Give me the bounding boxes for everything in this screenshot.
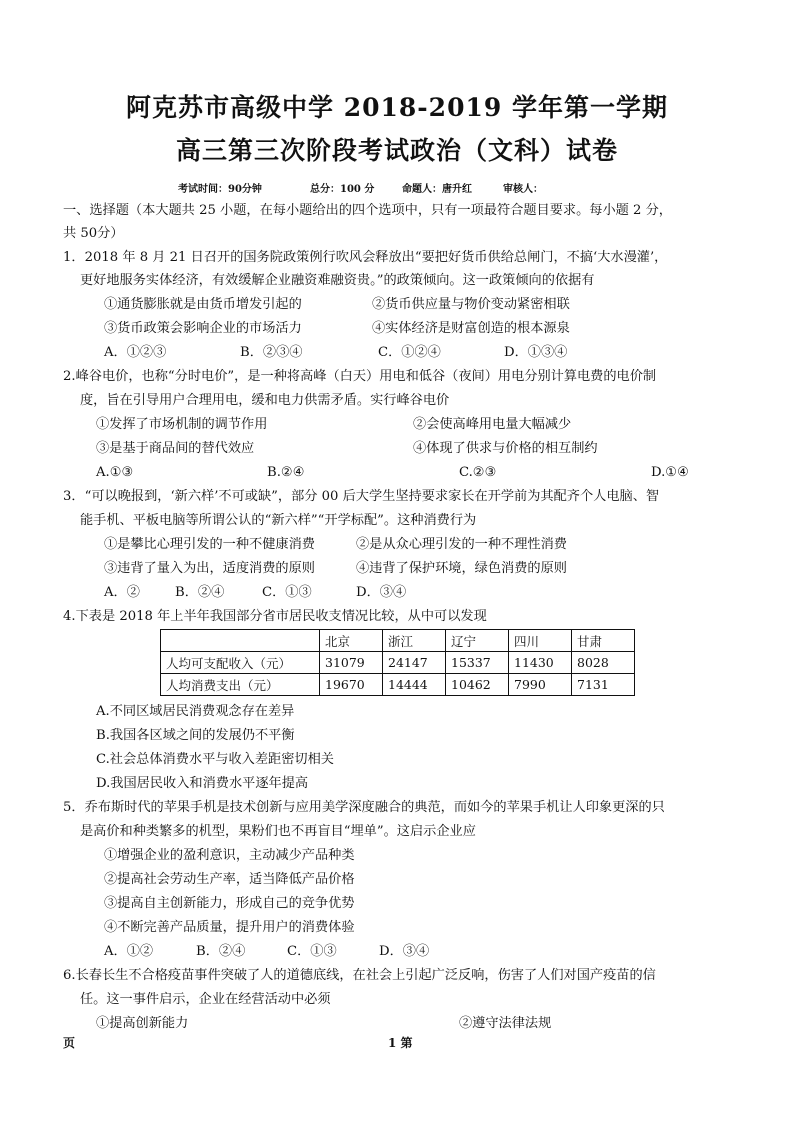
table-cell: 14444 bbox=[383, 674, 446, 696]
income-table bbox=[160, 629, 635, 696]
table-row bbox=[161, 674, 635, 696]
q5-option-d: D．③④ bbox=[379, 944, 430, 959]
table-cell: 10462 bbox=[446, 674, 509, 696]
q1-statement-3: ③货币政策会影响企业的市场活力 bbox=[104, 321, 302, 336]
q2-statement-3: ③是基于商品间的替代效应 bbox=[96, 441, 255, 456]
q2-statement-4: ④体现了供求与价格的相互制约 bbox=[413, 441, 598, 456]
footer-page-label: 页 bbox=[63, 1036, 76, 1050]
q2-statement-2: ②会使高峰用电量大幅减少 bbox=[413, 417, 572, 432]
q5-statement-3: ③提高自主创新能力，形成自己的竞争优势 bbox=[104, 896, 355, 911]
table-header-cell: 四川 bbox=[509, 630, 572, 652]
q2-option-a: A.①③ bbox=[96, 465, 134, 480]
table-cell bbox=[161, 630, 320, 652]
table-cell: 人均可支配收入（元） bbox=[161, 652, 320, 674]
total-score: 总分：100 分 bbox=[310, 184, 375, 195]
q2-option-c: C.②③ bbox=[459, 465, 497, 480]
q4-stem: 4.下表是 2018 年上半年我国部分省市居民收支情况比较，从中可以发现 bbox=[63, 609, 487, 624]
table-cell: 7131 bbox=[572, 674, 635, 696]
section-instructions-1: 一、选择题（本大题共 25 小题，在每小题给出的四个选项中，只有一项最符合题目要求。每小题 2 分， bbox=[63, 203, 672, 218]
reviewer: 审核人： bbox=[503, 184, 543, 195]
q3-statement-3: ③违背了量入为出，适度消费的原则 bbox=[104, 561, 315, 576]
author: 命题人：唐升红 bbox=[402, 184, 472, 195]
q1-option-d: D．①③④ bbox=[504, 345, 568, 360]
title-line-1: 阿克苏市高级中学 2018-2019 学年第一学期 bbox=[126, 93, 668, 122]
q5-option-b: B．②④ bbox=[196, 944, 246, 959]
table-row bbox=[161, 652, 635, 674]
q3-stem-1: 3．“可以晚报到，‘新六样’不可或缺”，部分 00 后大学生坚持要求家长在开学前为其配齐个人电脑、智 bbox=[63, 489, 660, 504]
q2-stem-2: 度，旨在引导用户合理用电，缓和电力供需矛盾。实行峰谷电价 bbox=[80, 393, 450, 408]
section-instructions-2: 共 50分） bbox=[63, 226, 124, 241]
q2-option-b: B.②④ bbox=[267, 465, 305, 480]
q1-stem-2: 更好地服务实体经济，有效缓解企业融资难融资贵。”的政策倾向。这一政策倾向的依据有 bbox=[80, 273, 595, 288]
q6-statement-1: ①提高创新能力 bbox=[96, 1016, 189, 1031]
table-cell: 11430 bbox=[509, 652, 572, 674]
q6-statement-2: ②遵守法律法规 bbox=[459, 1016, 552, 1031]
table-cell: 19670 bbox=[320, 674, 383, 696]
q3-option-b: B．②④ bbox=[175, 585, 225, 600]
exam-time: 考试时间：90分钟 bbox=[178, 184, 262, 195]
q1-stem-1: 1．2018 年 8 月 21 日召开的国务院政策例行吹风会释放出“要把好货币供给总闸门，不搞‘大水漫灌’， bbox=[63, 250, 668, 265]
table-cell: 24147 bbox=[383, 652, 446, 674]
q3-stem-2: 能手机、平板电脑等所谓公认的“新六样”“开学标配”。这种消费行为 bbox=[80, 513, 477, 528]
q5-statement-1: ①增强企业的盈利意识，主动减少产品种类 bbox=[104, 848, 355, 863]
q2-statement-1: ①发挥了市场机制的调节作用 bbox=[96, 417, 268, 432]
q5-option-c: C．①③ bbox=[287, 944, 337, 959]
q6-stem-1: 6.长春长生不合格疫苗事件突破了人的道德底线，在社会上引起广泛反响，伤害了人们对国产疫苗的信 bbox=[63, 968, 656, 983]
q4-option-b: B.我国各区域之间的发展仍不平衡 bbox=[96, 728, 295, 743]
q3-option-d: D．③④ bbox=[356, 585, 407, 600]
q1-option-a: A．①②③ bbox=[104, 345, 167, 360]
q6-stem-2: 任。这一事件启示，企业在经营活动中必须 bbox=[80, 992, 331, 1007]
q1-option-c: C．①②④ bbox=[378, 345, 441, 360]
table-cell: 8028 bbox=[572, 652, 635, 674]
q3-option-c: C．①③ bbox=[262, 585, 312, 600]
q2-option-d: D.①④ bbox=[651, 465, 689, 480]
q4-option-c: C.社会总体消费水平与收入差距密切相关 bbox=[96, 752, 334, 767]
title-line-2: 高三第三次阶段考试政治（文科）试卷 bbox=[175, 136, 618, 165]
table-cell: 7990 bbox=[509, 674, 572, 696]
table-header-cell: 北京 bbox=[320, 630, 383, 652]
q3-statement-4: ④违背了保护环境，绿色消费的原则 bbox=[356, 561, 567, 576]
table-header-cell: 浙江 bbox=[383, 630, 446, 652]
table-cell: 人均消费支出（元） bbox=[161, 674, 320, 696]
q3-statement-1: ①是攀比心理引发的一种不健康消费 bbox=[104, 537, 315, 552]
q4-option-a: A.不同区域居民消费观念存在差异 bbox=[96, 704, 295, 719]
q4-option-d: D.我国居民收入和消费水平逐年提高 bbox=[96, 776, 309, 791]
q5-stem-1: 5．乔布斯时代的苹果手机是技术创新与应用美学深度融合的典范，而如今的苹果手机让人印象更深的只 bbox=[63, 800, 665, 815]
footer-page-number: 1 第 bbox=[388, 1036, 413, 1050]
table-header-cell: 甘肃 bbox=[572, 630, 635, 652]
table-cell: 15337 bbox=[446, 652, 509, 674]
q1-option-b: B．②③④ bbox=[240, 345, 303, 360]
q5-stem-2: 是高价和种类繁多的机型，果粉们也不再盲目“埋单”。这启示企业应 bbox=[80, 824, 476, 839]
q3-statement-2: ②是从众心理引发的一种不理性消费 bbox=[356, 537, 567, 552]
q5-statement-2: ②提高社会劳动生产率，适当降低产品价格 bbox=[104, 872, 355, 887]
table-header-row bbox=[161, 630, 635, 652]
q5-statement-4: ④不断完善产品质量，提升用户的消费体验 bbox=[104, 920, 355, 935]
q1-statement-2: ②货币供应量与物价变动紧密相联 bbox=[372, 297, 570, 312]
table-header-cell: 辽宁 bbox=[446, 630, 509, 652]
q3-option-a: A．② bbox=[104, 585, 140, 600]
q1-statement-4: ④实体经济是财富创造的根本源泉 bbox=[372, 321, 570, 336]
q2-stem-1: 2.峰谷电价，也称“分时电价”，是一种将高峰（白天）用电和低谷（夜间）用电分别计算电费的电价制 bbox=[63, 369, 657, 384]
q5-option-a: A．①② bbox=[104, 944, 154, 959]
q1-statement-1: ①通货膨胀就是由货币增发引起的 bbox=[104, 297, 302, 312]
table-cell: 31079 bbox=[320, 652, 383, 674]
